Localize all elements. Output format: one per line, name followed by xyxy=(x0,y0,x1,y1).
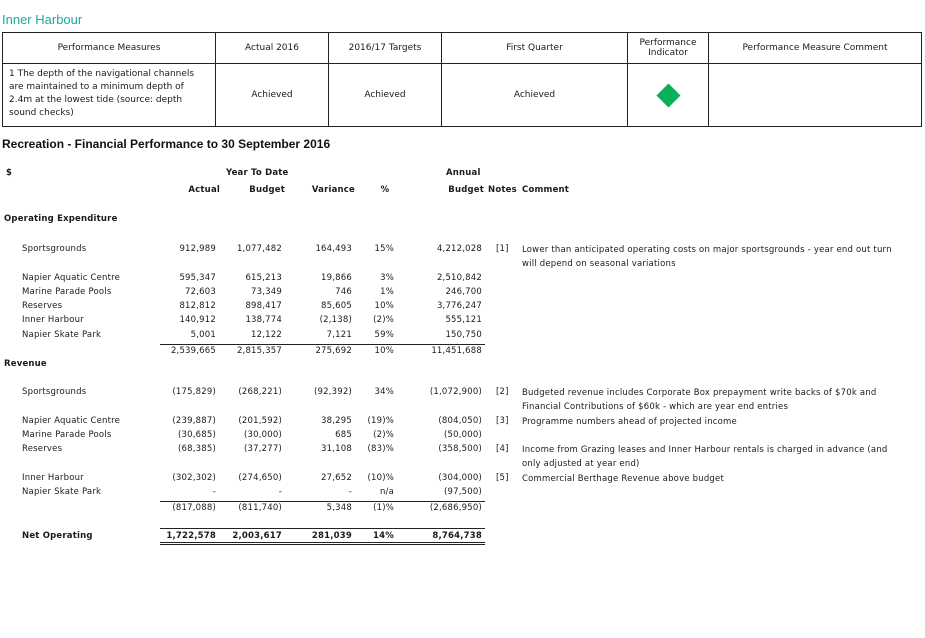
green-diamond-icon xyxy=(656,83,680,107)
revenue-total-variance: 5,348 xyxy=(326,503,352,513)
revenue-total-annual: (2,686,950) xyxy=(429,503,482,513)
revenue-row-budget: (274,650) xyxy=(238,473,282,483)
operating-row-name: Napier Skate Park xyxy=(22,330,102,340)
operating-row-variance: 746 xyxy=(335,287,352,297)
revenue-row-comment: Income from Grazing leases and Inner Harbour rentals is charged in advance (and only adjusted at year end) xyxy=(522,445,888,469)
operating-row-pct: 59% xyxy=(374,330,394,340)
revenue-row-variance: (92,392) xyxy=(314,387,352,397)
header-performance-indicator: Performance Indicator xyxy=(628,33,709,64)
operating-row-note: [1] xyxy=(496,244,509,254)
net-double-rule xyxy=(160,544,485,545)
revenue-row-name: Inner Harbour xyxy=(22,473,84,483)
operating-row-annual: 3,776,247 xyxy=(436,301,482,311)
operating-row-actual: 595,347 xyxy=(179,273,216,283)
operating-row-variance: 85,605 xyxy=(321,301,352,311)
revenue-row-actual: (239,887) xyxy=(172,416,216,426)
revenue-row-note: [5] xyxy=(496,473,509,483)
operating-row-actual: 5,001 xyxy=(190,330,216,340)
operating-row-annual: 150,750 xyxy=(445,330,482,340)
pct-header: % xyxy=(380,185,390,195)
operating-row-annual: 555,121 xyxy=(445,315,482,325)
operating-row-variance: 19,866 xyxy=(321,273,352,283)
revenue-row-annual: (1,072,900) xyxy=(429,387,482,397)
operating-row-name: Inner Harbour xyxy=(22,315,84,325)
revenue-row-comment: Commercial Berthage Revenue above budget xyxy=(522,474,724,484)
financial-title: Recreation - Financial Performance to 30 September 2016 xyxy=(2,137,331,151)
operating-total-budget: 2,815,357 xyxy=(236,346,282,356)
revenue-row-variance: 31,108 xyxy=(321,444,352,454)
revenue-row-variance: 27,652 xyxy=(321,473,352,483)
operating-row-pct: 15% xyxy=(374,244,394,254)
operating-row-budget: 138,774 xyxy=(245,315,282,325)
revenue-row-budget: (268,221) xyxy=(238,387,282,397)
revenue-row-name: Marine Parade Pools xyxy=(22,430,112,440)
operating-expenditure-label: Operating Expenditure xyxy=(4,214,118,224)
operating-total-annual: 11,451,688 xyxy=(431,346,482,356)
targets-value: Achieved xyxy=(329,64,442,127)
measure-description: 1 The depth of the navigational channels are maintained to a minimum depth of 2.4m at the lowest tide (source: depth sound checks) xyxy=(3,64,216,127)
operating-row-actual: 140,912 xyxy=(179,315,216,325)
operating-row-budget: 615,213 xyxy=(245,273,282,283)
operating-row-variance: (2,138) xyxy=(319,315,352,325)
operating-row-actual: 912,989 xyxy=(179,244,216,254)
annual-header: Annual xyxy=(446,168,481,178)
operating-row-name: Sportsgrounds xyxy=(22,244,87,254)
operating-row-pct: 3% xyxy=(380,273,394,283)
revenue-row-annual: (804,050) xyxy=(438,416,482,426)
revenue-row-annual: (304,000) xyxy=(438,473,482,483)
net-top-rule xyxy=(160,528,485,529)
revenue-row-actual: (30,685) xyxy=(178,430,216,440)
operating-row-pct: 10% xyxy=(374,301,394,311)
revenue-row-budget: (30,000) xyxy=(244,430,282,440)
operating-row-budget: 73,349 xyxy=(251,287,282,297)
revenue-row-name: Napier Skate Park xyxy=(22,487,102,497)
revenue-row-note: [2] xyxy=(496,387,509,397)
operating-row-budget: 1,077,482 xyxy=(236,244,282,254)
revenue-row-budget: - xyxy=(278,487,282,497)
operating-row-name: Reserves xyxy=(22,301,63,311)
net-bottom-rule xyxy=(160,542,485,543)
net-operating-variance: 281,039 xyxy=(311,531,352,541)
budget-header: Budget xyxy=(249,185,285,195)
header-targets: 2016/17 Targets xyxy=(329,33,442,64)
performance-indicator-cell xyxy=(628,64,709,127)
table-row xyxy=(3,64,922,127)
ytd-header: Year To Date xyxy=(226,168,289,178)
performance-table-header-row xyxy=(3,33,922,64)
revenue-row-budget: (37,277) xyxy=(244,444,282,454)
revenue-row-actual: - xyxy=(212,487,216,497)
operating-row-variance: 164,493 xyxy=(315,244,352,254)
revenue-total-pct: (1)% xyxy=(373,503,394,513)
operating-total-pct: 10% xyxy=(374,346,394,356)
net-operating-label: Net Operating xyxy=(22,531,93,541)
header-first-quarter: First Quarter xyxy=(442,33,628,64)
operating-row-pct: 1% xyxy=(380,287,394,297)
operating-row-actual: 812,812 xyxy=(179,301,216,311)
revenue-row-comment: Budgeted revenue includes Corporate Box prepayment write backs of $70k and Financial Contributions of $60k - which are year end entries xyxy=(522,388,877,412)
notes-header: Notes xyxy=(488,185,517,195)
net-operating-pct: 14% xyxy=(373,531,394,541)
operating-total-actual: 2,539,665 xyxy=(170,346,216,356)
operating-row-name: Marine Parade Pools xyxy=(22,287,112,297)
revenue-total-budget: (811,740) xyxy=(238,503,282,513)
revenue-row-comment: Programme numbers ahead of projected income xyxy=(522,417,737,427)
revenue-row-actual: (68,385) xyxy=(178,444,216,454)
operating-row-name: Napier Aquatic Centre xyxy=(22,273,121,283)
revenue-row-variance: - xyxy=(348,487,352,497)
revenue-row-note: [4] xyxy=(496,444,509,454)
operating-subtotal-rule xyxy=(160,344,485,345)
operating-row-budget: 898,417 xyxy=(245,301,282,311)
revenue-row-actual: (302,302) xyxy=(172,473,216,483)
first-quarter-value: Achieved xyxy=(442,64,628,127)
actual-2016-value: Achieved xyxy=(216,64,329,127)
operating-row-actual: 72,603 xyxy=(185,287,216,297)
revenue-row-note: [3] xyxy=(496,416,509,426)
section-title: Inner Harbour xyxy=(2,12,83,27)
operating-row-pct: (2)% xyxy=(373,315,394,325)
comment-header: Comment xyxy=(522,185,570,195)
revenue-row-annual: (50,000) xyxy=(444,430,482,440)
operating-row-annual: 4,212,028 xyxy=(436,244,482,254)
header-performance-measures: Performance Measures xyxy=(3,33,216,64)
operating-row-annual: 2,510,842 xyxy=(436,273,482,283)
revenue-row-annual: (97,500) xyxy=(444,487,482,497)
header-measure-comment: Performance Measure Comment xyxy=(709,33,922,64)
revenue-row-name: Napier Aquatic Centre xyxy=(22,416,121,426)
net-operating-actual: 1,722,578 xyxy=(166,531,216,541)
revenue-subtotal-rule xyxy=(160,501,485,502)
revenue-row-budget: (201,592) xyxy=(238,416,282,426)
net-operating-budget: 2,003,617 xyxy=(232,531,282,541)
revenue-row-name: Reserves xyxy=(22,444,63,454)
revenue-row-actual: (175,829) xyxy=(172,387,216,397)
revenue-total-actual: (817,088) xyxy=(172,503,216,513)
revenue-row-variance: 38,295 xyxy=(321,416,352,426)
variance-header: Variance xyxy=(311,185,355,195)
revenue-label: Revenue xyxy=(4,359,47,369)
operating-total-variance: 275,692 xyxy=(315,346,352,356)
revenue-row-variance: 685 xyxy=(335,430,352,440)
operating-row-comment: Lower than anticipated operating costs on major sportsgrounds - year end out turn will depend on seasonal variations xyxy=(522,245,892,269)
measure-comment-value xyxy=(709,64,922,127)
operating-row-budget: 12,122 xyxy=(251,330,282,340)
revenue-row-pct: (2)% xyxy=(373,430,394,440)
revenue-row-pct: n/a xyxy=(379,487,394,497)
revenue-row-pct: 34% xyxy=(374,387,394,397)
performance-measures-table xyxy=(2,32,922,127)
header-actual-2016: Actual 2016 xyxy=(216,33,329,64)
revenue-row-name: Sportsgrounds xyxy=(22,387,87,397)
annual-budget-header: Budget xyxy=(448,185,484,195)
operating-row-annual: 246,700 xyxy=(445,287,482,297)
revenue-row-pct: (10)% xyxy=(367,473,394,483)
net-operating-annual: 8,764,738 xyxy=(432,531,482,541)
currency-header: $ xyxy=(6,168,13,178)
revenue-row-pct: (19)% xyxy=(367,416,394,426)
operating-row-variance: 7,121 xyxy=(326,330,352,340)
actual-header: Actual xyxy=(188,185,220,195)
revenue-row-pct: (83)% xyxy=(367,444,394,454)
revenue-row-annual: (358,500) xyxy=(438,444,482,454)
